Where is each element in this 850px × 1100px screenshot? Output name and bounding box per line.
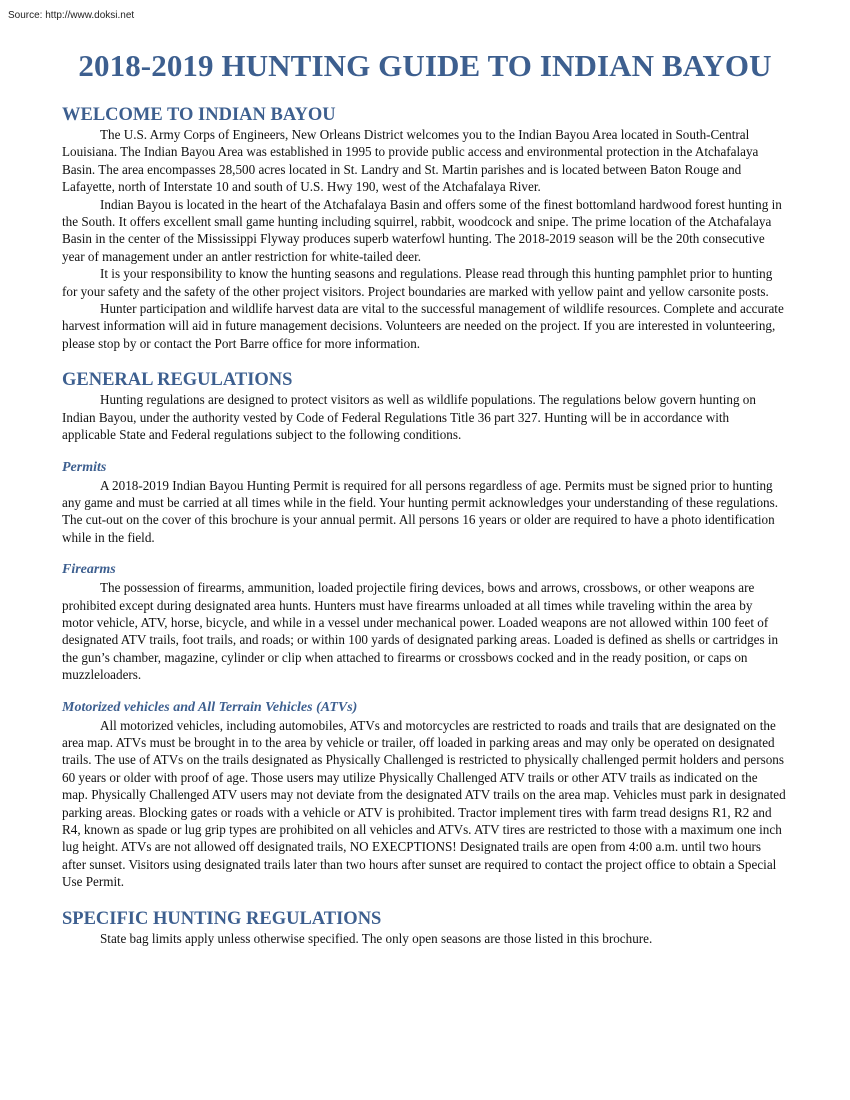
specific-intro-paragraph: State bag limits apply unless otherwise specified. The only open seasons are those listed in this brochure. <box>100 930 653 946</box>
subheading-vehicles: Motorized vehicles and All Terrain Vehicles (ATVs) <box>62 699 358 715</box>
source-label: Source: http://www.doksi.net <box>8 10 135 21</box>
subheading-firearms: Firearms <box>62 562 116 578</box>
section-heading-general: GENERAL REGULATIONS <box>62 370 293 391</box>
document-body <box>62 104 786 947</box>
subheading-permits: Permits <box>62 459 107 475</box>
vehicles-paragraph: All motorized vehicles, including automobiles, ATVs and motorcycles are restricted to roads and trails that are designated on the area map. ATVs must be brought in to the area by vehicle or trailer, off loaded in parking areas and may only be operated on designated trails. The use of ATVs on the trails designated as Physically Challenged is restricted to physically challenged permit holders and persons 60 years or older with proof of age. Those users may utilize Physically Challenged ATV trails or other ATV trails as indicated on the map. Physically Challenged ATV users may not deviate from the designated ATV trails on the area map. Vehicles must park in designated parking areas. Blocking gates or roads with a vehicle or ATV is prohibited. Tractor implement tires with farm tread designs R1, R2 and R4, known as spade or lug grip types are prohibited on all vehicles and ATVs. ATV tires are restricted to those with a maximum one inch lug height. ATVs are not allowed off designated trails, NO EXECPTIONS! Designated trails are open from 4:00 a.m. until two hours after sunset. Visitors using designated trails later than two hours after sunset are required to contact the project office to obtain a Special Use Permit. <box>62 717 786 890</box>
firearms-paragraph: The possession of firearms, ammunition, loaded projectile firing devices, bows and arrows, crossbows, or other weapons are prohibited except during designated area hunts. Hunters must have firearms unloaded at all times while traveling within the area by motor vehicle, ATV, horse, bicycle, and while in a vessel under mechanical power. Loaded weapons are not allowed within 100 feet of designated ATV trails, foot trails, and roads; or within 100 yards of designated parking areas. Loaded is defined as shells or cartridges in the gun’s chamber, magazine, cylinder or clip when attached to firearms or crossbows cocked and in the ready position, or caps on muzzleloaders. <box>62 580 779 683</box>
permits-paragraph: A 2018-2019 Indian Bayou Hunting Permit is required for all persons regardless of age. Permits must be signed prior to hunting any game and must be carried at all times while in the field. Your hunting permit acknowledges your understanding of these regulations. The cut-out on the cover of this brochure is your annual permit. All persons 16 years or older are required to have a photo identification while in the field. <box>62 477 778 545</box>
section-heading-welcome: WELCOME TO INDIAN BAYOU <box>62 105 336 125</box>
welcome-paragraph: Hunter participation and wildlife harvest data are vital to the successful management of wildlife resources. Complete and accurate harvest information will aid in future management decisions. Volunteers are needed on the project. If you are interested in volunteering, please stop by or contact the Port Barre office for more information. <box>62 301 784 351</box>
welcome-paragraph: It is your responsibility to know the hunting seasons and regulations. Please read through this hunting pamphlet prior to hunting for your safety and the safety of the other project visitors. Project boundaries are marked with yellow paint and yellow carsonite posts. <box>62 266 773 299</box>
welcome-paragraph: The U.S. Army Corps of Engineers, New Orleans District welcomes you to the Indian Bayou Area located in South-Central Louisiana. The Indian Bayou Area was established in 1995 to provide public access and environmental protection in the Atchafalaya Basin. The area encompasses 28,500 acres located in St. Landry and St. Martin parishes and is located between Baton Rouge and Lafayette, north of Interstate 10 and south of U.S. Hwy 190, west of the Atchafalaya River. <box>62 127 759 195</box>
welcome-paragraph: Indian Bayou is located in the heart of the Atchafalaya Basin and offers some of the finest bottomland hardwood forest hunting in the South. It offers excellent small game hunting including squirrel, rabbit, woodcock and snipe. The prime location of the Atchafalaya Basin in the center of the Mississippi Flyway produces superb waterfowl hunting. The 2018-2019 season will be the 20th consecutive year of management under an antler restriction for white-tailed deer. <box>62 196 782 264</box>
section-heading-specific: SPECIFIC HUNTING REGULATIONS <box>62 908 382 929</box>
general-intro-paragraph: Hunting regulations are designed to protect visitors as well as wildlife populations. The regulations below govern hunting on Indian Bayou, under the authority vested by Code of Federal Regulations Title 36 part 327. Hunting will be in accordance with applicable State and Federal regulations subject to the following conditions. <box>62 392 756 443</box>
page-title: 2018-2019 HUNTING GUIDE TO INDIAN BAYOU <box>78 48 772 83</box>
